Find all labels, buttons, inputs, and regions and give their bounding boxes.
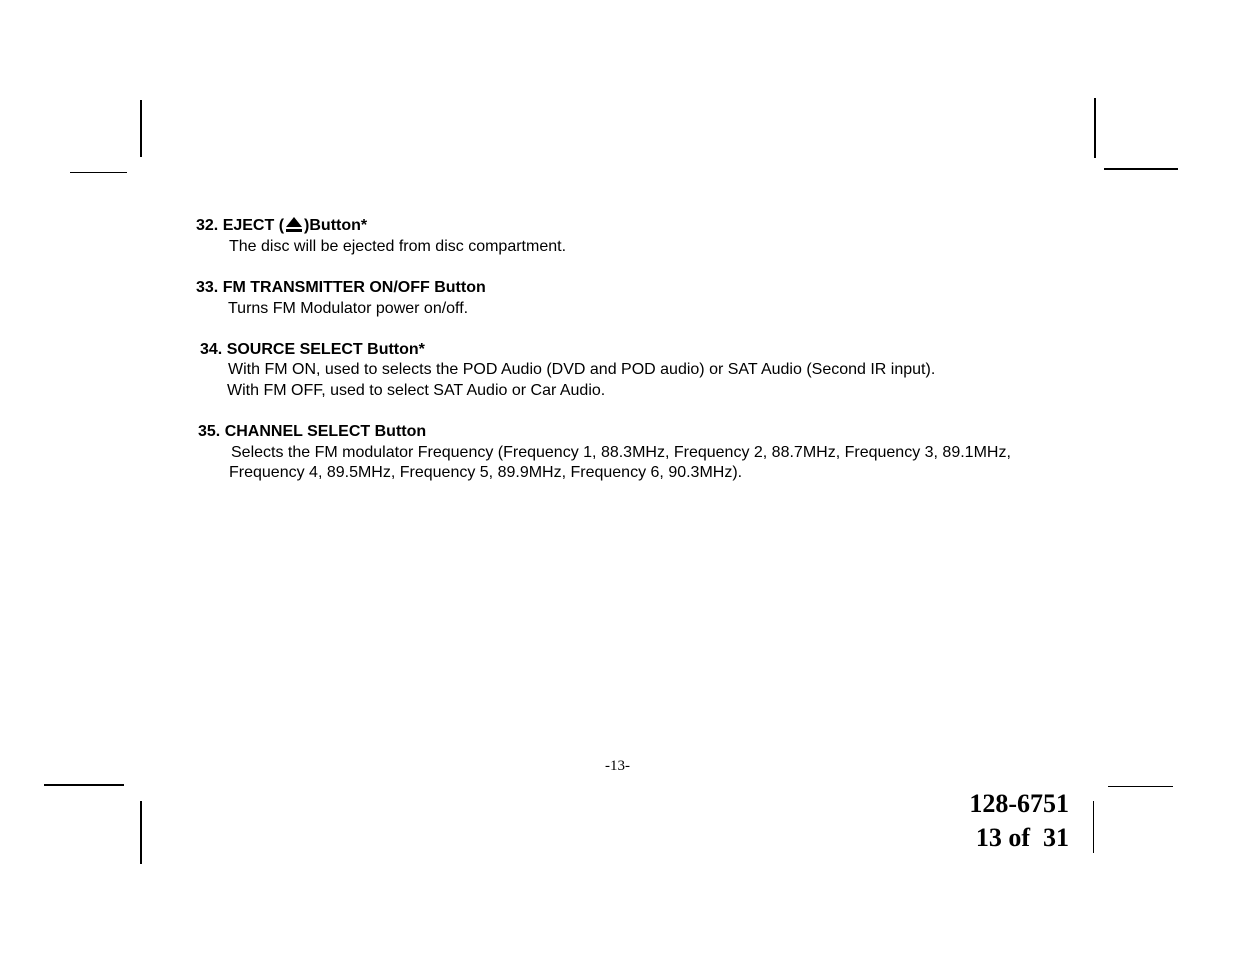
- section-body-line: The disc will be ejected from disc compartment.: [229, 238, 567, 255]
- section-body-line: Frequency 4, 89.5MHz, Frequency 5, 89.9MHz, Frequency 6, 90.3MHz).: [229, 464, 743, 481]
- page-number: -13-: [605, 758, 630, 774]
- section-heading: 33. FM TRANSMITTER ON/OFF Button: [196, 279, 486, 296]
- crop-mark-bottom-right-vertical: [1093, 801, 1094, 853]
- section-heading: 35. CHANNEL SELECT Button: [198, 423, 427, 440]
- section-body-line: With FM OFF, used to select SAT Audio or Car Audio.: [227, 382, 606, 399]
- crop-mark-bottom-left-vertical: [140, 801, 142, 864]
- section-heading: 34. SOURCE SELECT Button*: [200, 341, 425, 358]
- crop-mark-top-left-vertical: [140, 100, 142, 157]
- page-of-total: 13 of 31: [975, 823, 1069, 852]
- eject-icon: [285, 216, 303, 232]
- section-heading: [196, 216, 367, 236]
- crop-mark-bottom-right-horizontal: [1108, 786, 1173, 787]
- section-body-line: With FM ON, used to selects the POD Audio (DVD and POD audio) or SAT Audio (Second IR input).: [228, 361, 936, 378]
- doc-number: 128-6751: [969, 789, 1069, 818]
- crop-mark-top-right-horizontal: [1104, 168, 1178, 170]
- section-body-line: Selects the FM modulator Frequency (Frequency 1, 88.3MHz, Frequency 2, 88.7MHz, Frequency 3, 89.1MHz,: [231, 444, 1011, 461]
- section-body-line: Turns FM Modulator power on/off.: [228, 300, 469, 317]
- crop-mark-bottom-left-horizontal: [44, 784, 124, 786]
- crop-mark-top-right-vertical: [1094, 98, 1096, 158]
- heading-text-start: 32. EJECT (: [196, 217, 285, 234]
- crop-mark-top-left-horizontal: [70, 172, 127, 173]
- heading-text-end: )Button*: [304, 217, 368, 234]
